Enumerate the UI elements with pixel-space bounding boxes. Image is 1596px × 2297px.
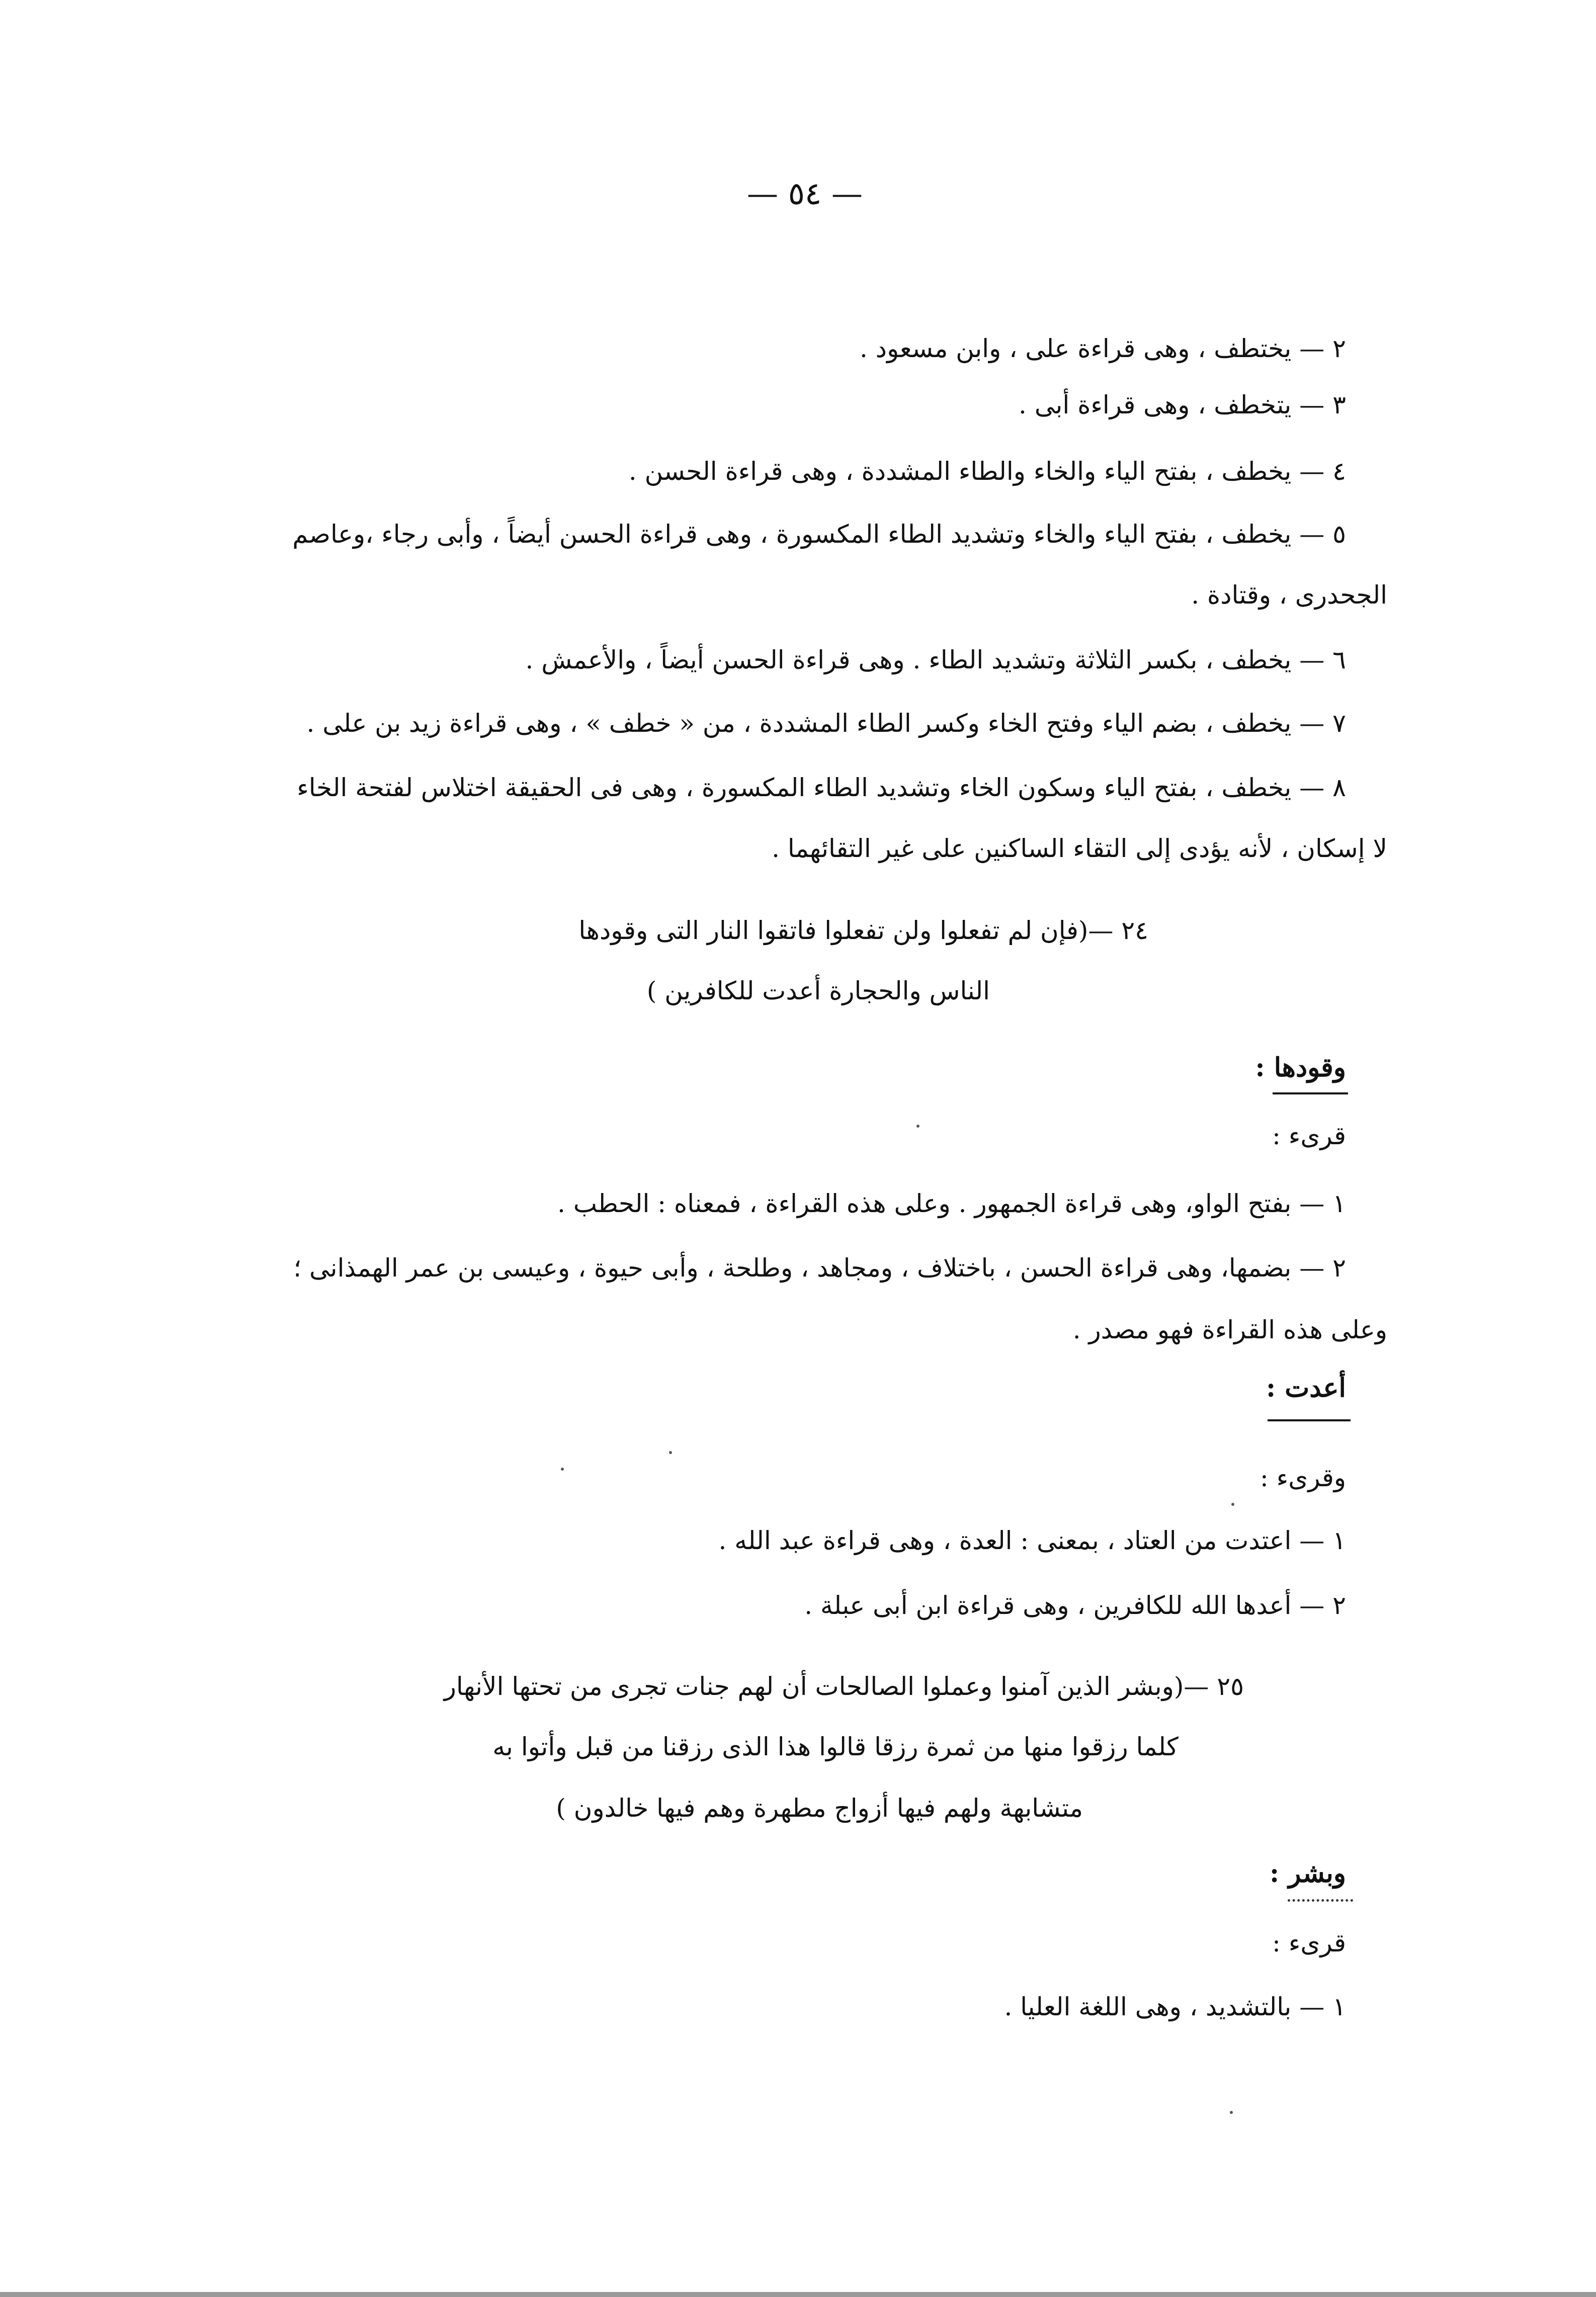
reading-line: ٨ — يخطف ، بفتح الياء وسكون الخاء وتشديد الطاء المكسورة ، وهى فى الحقيقة اختلاس لفتحة الخاء <box>297 773 1346 802</box>
reading-line: ٢ — بضمها، وهى قراءة الحسن ، باختلاف ، ومجاهد ، وطلحة ، وأبى حيوة ، وعيسى بن عمر الهمذانى ؛ <box>293 1253 1346 1283</box>
section-heading: وقودها : <box>1255 1052 1346 1083</box>
scan-speck <box>1230 2111 1233 2114</box>
reading-line-continuation: لا إسكان ، لأنه يؤدى إلى التقاء الساكنين على غير التقائهما . <box>772 834 1387 863</box>
readings-label: وقرىء : <box>1259 1463 1346 1492</box>
readings-label: قرىء : <box>1272 1928 1346 1958</box>
reading-line: ٥ — يخطف ، بفتح الياء والخاء وتشديد الطاء المكسورة ، وهى قراءة الحسن أيضاً ، وأبى رجاء ،وعاصم <box>292 520 1346 549</box>
reading-line: ١ — بفتح الواو، وهى قراءة الجمهور . وعلى هذه القراءة ، فمعناه : الحطب . <box>557 1189 1346 1218</box>
readings-label: قرىء : <box>1272 1121 1346 1150</box>
reading-line: ١ — بالتشديد ، وهى اللغة العليا . <box>1004 1992 1346 2021</box>
verse-line: كلما رزقوا منها من ثمرة رزقا قالوا هذا الذى رزقنا من قبل وأتوا به <box>492 1732 1179 1761</box>
page-number: — ٥٤ — <box>746 175 863 212</box>
scan-speck <box>916 1125 919 1128</box>
reading-line: ١ — اعتدت من العتاد ، بمعنى : العدة ، وهى قراءة عبد الله . <box>718 1526 1346 1555</box>
reading-line: ٤ — يخطف ، بفتح الياء والخاء والطاء المشددة ، وهى قراءة الحسن . <box>628 457 1346 486</box>
section-heading: وبشر : <box>1270 1858 1346 1889</box>
verse-line: ٢٥ —(وبشر الذين آمنوا وعملوا الصالحات أن لهم جنات تجرى من تحتها الأنهار <box>444 1672 1244 1701</box>
reading-line: ٧ — يخطف ، بضم الياء وفتح الخاء وكسر الطاء المشددة ، من « خطف » ، وهى قراءة زيد بن على . <box>306 709 1346 738</box>
verse-line: الناس والحجارة أعدت للكافرين ) <box>646 976 990 1005</box>
reading-line: ٣ — يتخطف ، وهى قراءة أبى . <box>1019 390 1346 419</box>
reading-line: ٢ — أعدها الله للكافرين ، وهى قراءة ابن أبى عبلة . <box>804 1591 1346 1620</box>
reading-line-continuation: الجحدرى ، وقتادة . <box>1191 580 1387 610</box>
reading-line: ٦ — يخطف ، بكسر الثلاثة وتشديد الطاء . وهى قراءة الحسن أيضاً ، والأعمش . <box>525 645 1346 674</box>
verse-line: متشابهة ولهم فيها أزواج مطهرة وهم فيها خالدون ) <box>556 1794 1083 1823</box>
reading-line-continuation: وعلى هذه القراءة فهو مصدر . <box>1072 1315 1387 1344</box>
verse-line: ٢٤ —(فإن لم تفعلوا ولن تفعلوا فاتقوا النار التى وقودها <box>578 916 1148 945</box>
heading-underline <box>1268 1419 1351 1421</box>
scan-speck <box>669 1451 672 1454</box>
scan-speck <box>561 1468 564 1471</box>
heading-underline <box>1273 1092 1348 1094</box>
section-heading: أعدت : <box>1266 1373 1346 1403</box>
heading-underline <box>1288 1899 1353 1902</box>
scan-edge <box>0 2292 1596 2297</box>
scan-speck <box>1231 1503 1234 1506</box>
reading-line: ٢ — يختطف ، وهى قراءة على ، وابن مسعود . <box>860 334 1346 363</box>
